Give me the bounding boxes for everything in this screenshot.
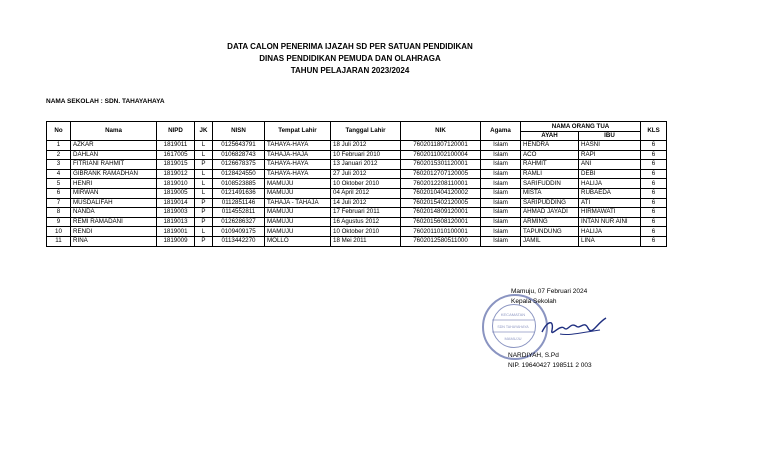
- table-cell: 1819011: [157, 141, 195, 151]
- table-cell: 11: [47, 236, 71, 246]
- table-cell: 6: [641, 160, 667, 170]
- table-cell: MAMUJU: [265, 227, 331, 237]
- table-cell: L: [195, 188, 213, 198]
- table-cell: RAHMIT: [521, 160, 579, 170]
- table-cell: 6: [641, 169, 667, 179]
- table-cell: 1617005: [157, 150, 195, 160]
- table-cell: HALIJA: [579, 227, 641, 237]
- table-cell: 5: [47, 179, 71, 189]
- table-row: [47, 188, 667, 198]
- table-cell: 7602015301120001: [401, 160, 481, 170]
- table-cell: ARMING: [521, 217, 579, 227]
- table-cell: 9: [47, 217, 71, 227]
- table-cell: TAHAJA - TAHAJA: [265, 198, 331, 208]
- table-cell: 18 Juli 2012: [331, 141, 401, 151]
- table-cell: 17 Februari 2011: [331, 208, 401, 218]
- table-cell: 0114552811: [213, 208, 265, 218]
- table-cell: 27 Juli 2012: [331, 169, 401, 179]
- table-cell: L: [195, 150, 213, 160]
- table-cell: 14 Juli 2012: [331, 198, 401, 208]
- table-cell: 1819009: [157, 236, 195, 246]
- table-cell: HASNI: [579, 141, 641, 151]
- document-title-line3: TAHUN PELAJARAN 2023/2024: [290, 66, 410, 75]
- table-cell: 1819003: [157, 208, 195, 218]
- table-cell: 1819005: [157, 188, 195, 198]
- col-header-orang-tua: NAMA ORANG TUA: [521, 122, 641, 132]
- col-header-nisn: NISN: [213, 122, 265, 141]
- table-cell: Islam: [481, 217, 521, 227]
- table-body: [47, 141, 667, 247]
- table-cell: 0128424550: [213, 169, 265, 179]
- table-cell: P: [195, 208, 213, 218]
- table-cell: RINA: [71, 236, 157, 246]
- table-cell: Islam: [481, 169, 521, 179]
- table-cell: 7602015608120001: [401, 217, 481, 227]
- table-row: [47, 160, 667, 170]
- table-cell: Islam: [481, 141, 521, 151]
- table-cell: INTAN NUR AINI: [579, 217, 641, 227]
- table-cell: 1: [47, 141, 71, 151]
- table-cell: HIRMAWATI: [579, 208, 641, 218]
- col-header-nipd: NIPD: [157, 122, 195, 141]
- signature-name: NARDIYAH, S.Pd: [508, 352, 559, 359]
- table-cell: Islam: [481, 198, 521, 208]
- table-row: [47, 227, 667, 237]
- table-cell: 18 Mei 2011: [331, 236, 401, 246]
- table-cell: HALIJA: [579, 179, 641, 189]
- table-row: [47, 150, 667, 160]
- table-cell: P: [195, 236, 213, 246]
- table-cell: 13 Januari 2012: [331, 160, 401, 170]
- table-cell: SARIFUDDIN: [521, 179, 579, 189]
- table-cell: Islam: [481, 150, 521, 160]
- table-cell: TAHAYA-HAYA: [265, 141, 331, 151]
- table-cell: 6: [641, 236, 667, 246]
- table-cell: 0113442270: [213, 236, 265, 246]
- table-row: [47, 198, 667, 208]
- table-cell: MIRWAN: [71, 188, 157, 198]
- table-row: [47, 169, 667, 179]
- stamp-bottom-text: MAMUJU: [504, 336, 522, 341]
- table-row: [47, 208, 667, 218]
- table-cell: Islam: [481, 227, 521, 237]
- table-cell: MAMUJU: [265, 217, 331, 227]
- table-cell: RAMLI: [521, 169, 579, 179]
- col-header-nama: Nama: [71, 122, 157, 141]
- table-cell: Islam: [481, 208, 521, 218]
- table-cell: 6: [641, 198, 667, 208]
- table-cell: REMI RAMADANI: [71, 217, 157, 227]
- table-cell: 6: [641, 141, 667, 151]
- col-header-no: No: [47, 122, 71, 141]
- table-cell: 10 Februari 2010: [331, 150, 401, 160]
- stamp-top-text: KECAMATAN: [500, 312, 526, 317]
- stamp-middle-text: SDN TAHAYAHAYA: [497, 325, 529, 329]
- table-cell: 7602011002100004: [401, 150, 481, 160]
- table-cell: TAPUNDUNG: [521, 227, 579, 237]
- table-cell: 6: [641, 208, 667, 218]
- table-cell: NANDA: [71, 208, 157, 218]
- table-cell: ATI: [579, 198, 641, 208]
- table-row: [47, 179, 667, 189]
- table-cell: HENDRA: [521, 141, 579, 151]
- table-cell: Islam: [481, 179, 521, 189]
- table-cell: 0126286327: [213, 217, 265, 227]
- table-cell: 0126678375: [213, 160, 265, 170]
- table-cell: 1819015: [157, 160, 195, 170]
- table-cell: 0112851146: [213, 198, 265, 208]
- table-cell: 0121491636: [213, 188, 265, 198]
- table-cell: 6: [641, 188, 667, 198]
- col-header-agama: Agama: [481, 122, 521, 141]
- table-cell: MUSDALIFAH: [71, 198, 157, 208]
- table-cell: 8: [47, 208, 71, 218]
- table-cell: 7602014809120001: [401, 208, 481, 218]
- table-cell: 7602015402120005: [401, 198, 481, 208]
- table-cell: LINA: [579, 236, 641, 246]
- table-cell: 16 Agustus 2012: [331, 217, 401, 227]
- table-cell: 1819013: [157, 217, 195, 227]
- table-cell: 6: [641, 227, 667, 237]
- table-cell: Islam: [481, 188, 521, 198]
- table-cell: 0108523885: [213, 179, 265, 189]
- table-cell: HENRI: [71, 179, 157, 189]
- table-cell: P: [195, 160, 213, 170]
- table-cell: 6: [641, 179, 667, 189]
- table-cell: 2: [47, 150, 71, 160]
- table-cell: AHMAD JAYADI: [521, 208, 579, 218]
- table-cell: MAMUJU: [265, 179, 331, 189]
- col-header-jk: JK: [195, 122, 213, 141]
- document-title-line1: DATA CALON PENERIMA IJAZAH SD PER SATUAN PENDIDIKAN: [227, 42, 473, 51]
- signature-role: Kepala Sekolah: [511, 298, 557, 305]
- table-cell: JAMIL: [521, 236, 579, 246]
- table-cell: 10: [47, 227, 71, 237]
- signature-scribble: [540, 314, 610, 344]
- table-cell: 7602011807120001: [401, 141, 481, 151]
- table-cell: 1819001: [157, 227, 195, 237]
- table-cell: RUBAEDA: [579, 188, 641, 198]
- table-cell: 7602011010100001: [401, 227, 481, 237]
- table-cell: P: [195, 217, 213, 227]
- table-row: [47, 141, 667, 151]
- table-cell: L: [195, 141, 213, 151]
- table-cell: ACO: [521, 150, 579, 160]
- table-cell: 6: [641, 217, 667, 227]
- table-cell: 3: [47, 160, 71, 170]
- signature-nip: NIP. 19640427 198511 2 003: [508, 362, 592, 369]
- table-cell: ANI: [579, 160, 641, 170]
- table-cell: 7: [47, 198, 71, 208]
- col-header-tempat-lahir: Tempat Lahir: [265, 122, 331, 141]
- graduate-table: [46, 121, 667, 247]
- table-cell: Islam: [481, 160, 521, 170]
- table-cell: TAHAJA-HAJA: [265, 150, 331, 160]
- table-cell: 1819012: [157, 169, 195, 179]
- table-cell: SARIPUDDING: [521, 198, 579, 208]
- table-cell: 0106828743: [213, 150, 265, 160]
- table-row: [47, 236, 667, 246]
- table-cell: DEBI: [579, 169, 641, 179]
- table-cell: 7602012580511000: [401, 236, 481, 246]
- table-cell: GIBRANK RAMADHAN: [71, 169, 157, 179]
- col-header-ayah: AYAH: [521, 132, 579, 141]
- table-cell: 10 Oktober 2010: [331, 227, 401, 237]
- table-cell: 7602010404120002: [401, 188, 481, 198]
- table-cell: RENDI: [71, 227, 157, 237]
- table-cell: 1819014: [157, 198, 195, 208]
- table-cell: TAHAYA-HAYA: [265, 160, 331, 170]
- table-cell: 7602012208110001: [401, 179, 481, 189]
- table-cell: TAHAYA-HAYA: [265, 169, 331, 179]
- col-header-kls: KLS: [641, 122, 667, 141]
- signature-place-date: Mamuju, 07 Februari 2024: [511, 288, 588, 295]
- table-cell: 0125643791: [213, 141, 265, 151]
- table-cell: L: [195, 179, 213, 189]
- table-cell: FITRIANI RAHMIT: [71, 160, 157, 170]
- table-cell: MISTA: [521, 188, 579, 198]
- table-cell: MAMUJU: [265, 188, 331, 198]
- table-cell: DAHLAN: [71, 150, 157, 160]
- table-cell: 04 April 2012: [331, 188, 401, 198]
- table-cell: L: [195, 227, 213, 237]
- table-cell: 1819010: [157, 179, 195, 189]
- table-cell: 0109409175: [213, 227, 265, 237]
- table-cell: 6: [641, 150, 667, 160]
- table-cell: P: [195, 198, 213, 208]
- table-cell: L: [195, 169, 213, 179]
- document-title-line2: DINAS PENDIDIKAN PEMUDA DAN OLAHRAGA: [259, 54, 441, 63]
- table-cell: AZKAR: [71, 141, 157, 151]
- col-header-ibu: IBU: [579, 132, 641, 141]
- school-name: NAMA SEKOLAH : SDN. TAHAYAHAYA: [46, 98, 165, 105]
- table-cell: 6: [47, 188, 71, 198]
- table-cell: 10 Oktober 2010: [331, 179, 401, 189]
- table-cell: 4: [47, 169, 71, 179]
- table-cell: MAMUJU: [265, 208, 331, 218]
- table-cell: 7602012707120005: [401, 169, 481, 179]
- table-cell: MOLLO: [265, 236, 331, 246]
- table-row: [47, 217, 667, 227]
- table-cell: RAPI: [579, 150, 641, 160]
- col-header-tanggal-lahir: Tanggal Lahir: [331, 122, 401, 141]
- table-cell: Islam: [481, 236, 521, 246]
- col-header-nik: NIK: [401, 122, 481, 141]
